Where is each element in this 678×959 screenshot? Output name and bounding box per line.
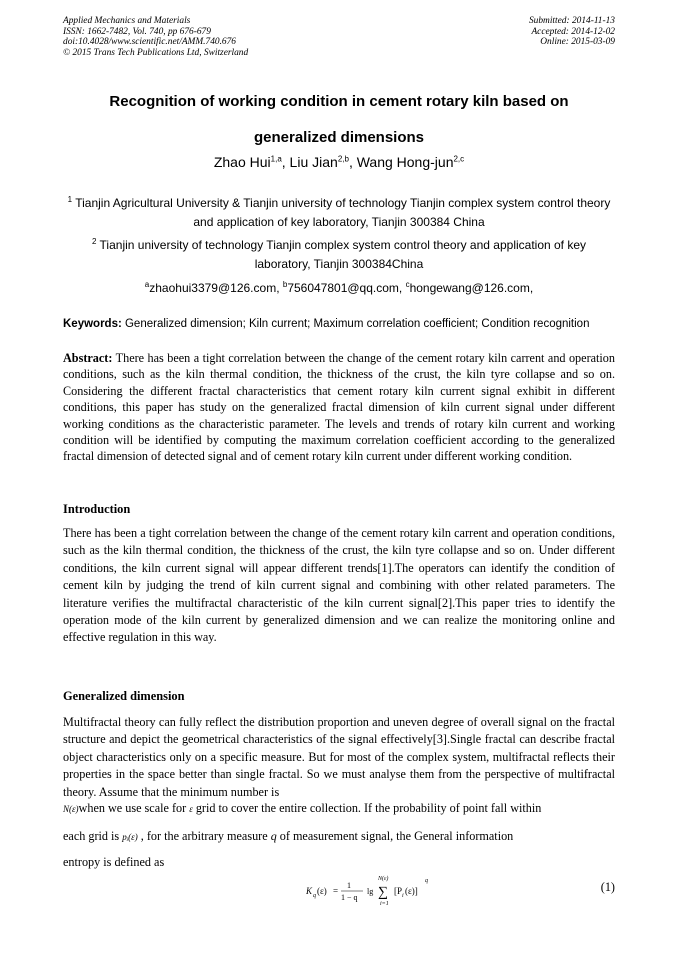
equation-sum: ∑ (378, 885, 388, 900)
affiliation-marker: 2 (91, 237, 97, 246)
affiliation-text: Tianjin Agricultural University & Tianjin university of technology Tianjin complex system control theory and application of key laboratory, Tianjin 300384 China (75, 196, 611, 229)
author-marker: 2,c (453, 154, 465, 164)
equation-log: lg (367, 887, 374, 896)
text-fragment: each grid is (63, 829, 123, 843)
author-marker: 2,b (337, 154, 349, 164)
text-fragment: , for the arbitrary measure (137, 829, 271, 843)
equation-equals: = (333, 886, 339, 896)
email-address: 756047801@qq.com, (287, 281, 406, 295)
submission-dates (529, 16, 615, 48)
title-line-1: Recognition of working condition in cement rotary kiln based on (109, 93, 569, 110)
email-list (63, 279, 615, 298)
email-marker: a (144, 280, 150, 289)
equation-frac-den: 1 − q (341, 893, 358, 902)
affiliation-marker: 1 (67, 195, 73, 204)
abstract (63, 350, 615, 465)
author-marker: 1,a (270, 154, 282, 164)
abstract-text: There has been a tight correlation between the change of the cement rotary kiln carrent and operation conditions, such as the kiln thermal condition, the thickness of the crust, the kiln tyre collapse and so on. Considering the different fractal characteristics that cement rotary kiln current signal exhibit in different conditions, this paper has study on the generalized fractal dimension of kiln current signal under different working conditions as the characteristic parameter. The levels and trends of rotary kiln current and working condition will be identified by computing the maximum correlation coefficient according to the generalized fractal dimension of detected signal and of cement rotary kiln current under different working condition. (63, 351, 615, 464)
affiliation-text: Tianjin university of technology Tianjin complex system control theory and application of key laboratory, Tianjin 300384China (99, 238, 587, 271)
journal-header (63, 16, 248, 58)
equation-sum-top: N(ε) (378, 876, 389, 882)
section-heading-introduction: Introduction (63, 502, 131, 516)
affiliation-2 (63, 236, 615, 274)
email-marker: b (282, 280, 288, 289)
generalized-dimension-paragraph: Multifractal theory can fully reflect the distribution proportion and uneven degree of overall signal on the fractal structure and depict the geometrical characteristics of the signal effectively[3].Single fractal can describe fractal object characteristics only on a specific measure. But for most of the complex system, multifractal reflects their properties in the space better than single fractal. So we must analyse them from the perspective of multifractal theory. Assume that the minimum number is (63, 715, 615, 799)
journal-doi: doi:10.4028/www.scientific.net/AMM.740.676 (63, 37, 236, 48)
text-line-entropy: entropy is defined as (63, 855, 165, 869)
equation-frac-num: 1 (347, 881, 351, 890)
text-line-probability (63, 828, 615, 846)
text-fragment: of measurement signal, the General information (276, 829, 514, 843)
equation-number: (1) (600, 880, 615, 894)
affiliation-1 (63, 194, 615, 232)
author-name: Zhao Hui (213, 154, 271, 170)
keywords-label: Keywords: (63, 318, 122, 330)
section-heading-generalized-dimension: Generalized dimension (63, 689, 185, 703)
equation-term-arg: (ε)] (405, 886, 418, 896)
text-line-scale (63, 800, 615, 818)
author-separator: , (281, 154, 290, 170)
equation-term-sub: i (402, 893, 404, 899)
abstract-label: Abstract: (63, 351, 113, 365)
equation-lhs: K (306, 886, 313, 896)
keywords-text: Generalized dimension; Kiln current; Maximum correlation coefficient; Condition recognition (121, 318, 590, 330)
equation-sum-bottom: i=1 (380, 901, 389, 907)
online-date: Online: 2015-03-09 (540, 37, 615, 48)
math-symbol: pᵢ(ε) (122, 832, 138, 842)
paper-title (40, 84, 638, 156)
journal-copyright: © 2015 Trans Tech Publications Ltd, Switzerland (63, 47, 249, 58)
keywords (63, 317, 615, 332)
submitted-date: Submitted: 2014-11-13 (528, 16, 615, 26)
author-name: Wang Hong-jun (356, 154, 454, 170)
author-list (40, 152, 638, 172)
text-fragment: when we use scale for (78, 801, 190, 815)
equation-term: [P (394, 886, 403, 896)
author-name: Liu Jian (289, 154, 338, 170)
journal-issn: ISSN: 1662-7482, Vol. 740, pp 676-679 (63, 26, 211, 37)
accepted-date: Accepted: 2014-12-02 (531, 26, 615, 37)
email-address: hongewang@126.com, (409, 281, 534, 295)
equation-1 (306, 872, 436, 912)
equation-lhs-arg: (ε) (317, 886, 327, 896)
equation-power: q (425, 878, 428, 884)
math-symbol: ε (189, 804, 193, 814)
introduction-paragraph: There has been a tight correlation between the change of the cement rotary kiln carrent and operation conditions, such as the kiln thermal condition, the thickness of the crust, the kiln tyre collapse and so on. Under different conditions, the kiln current signal will appear different trends[1].The operators can identify the condition of cement kiln by judging the trend of kiln current signal and combining with other related parameters. The literature verifies the multifractal characteristic of the kiln current signal[2].This paper tries to identify the operation mode of the kiln current by generalized dimension and we can realize the monitoring online and effective regulation in this way. (63, 526, 615, 645)
math-symbol: q (270, 829, 277, 843)
text-fragment: grid to cover the entire collection. If the probability of point fall within (192, 801, 542, 815)
email-marker: c (405, 280, 410, 289)
title-line-2: generalized dimensions (253, 129, 425, 146)
equation-lhs-sub: q (313, 893, 316, 899)
email-address: zhaohui3379@126.com, (149, 281, 283, 295)
author-separator: , (348, 154, 357, 170)
journal-name: Applied Mechanics and Materials (63, 16, 191, 26)
math-symbol: N(ε) (63, 804, 79, 814)
